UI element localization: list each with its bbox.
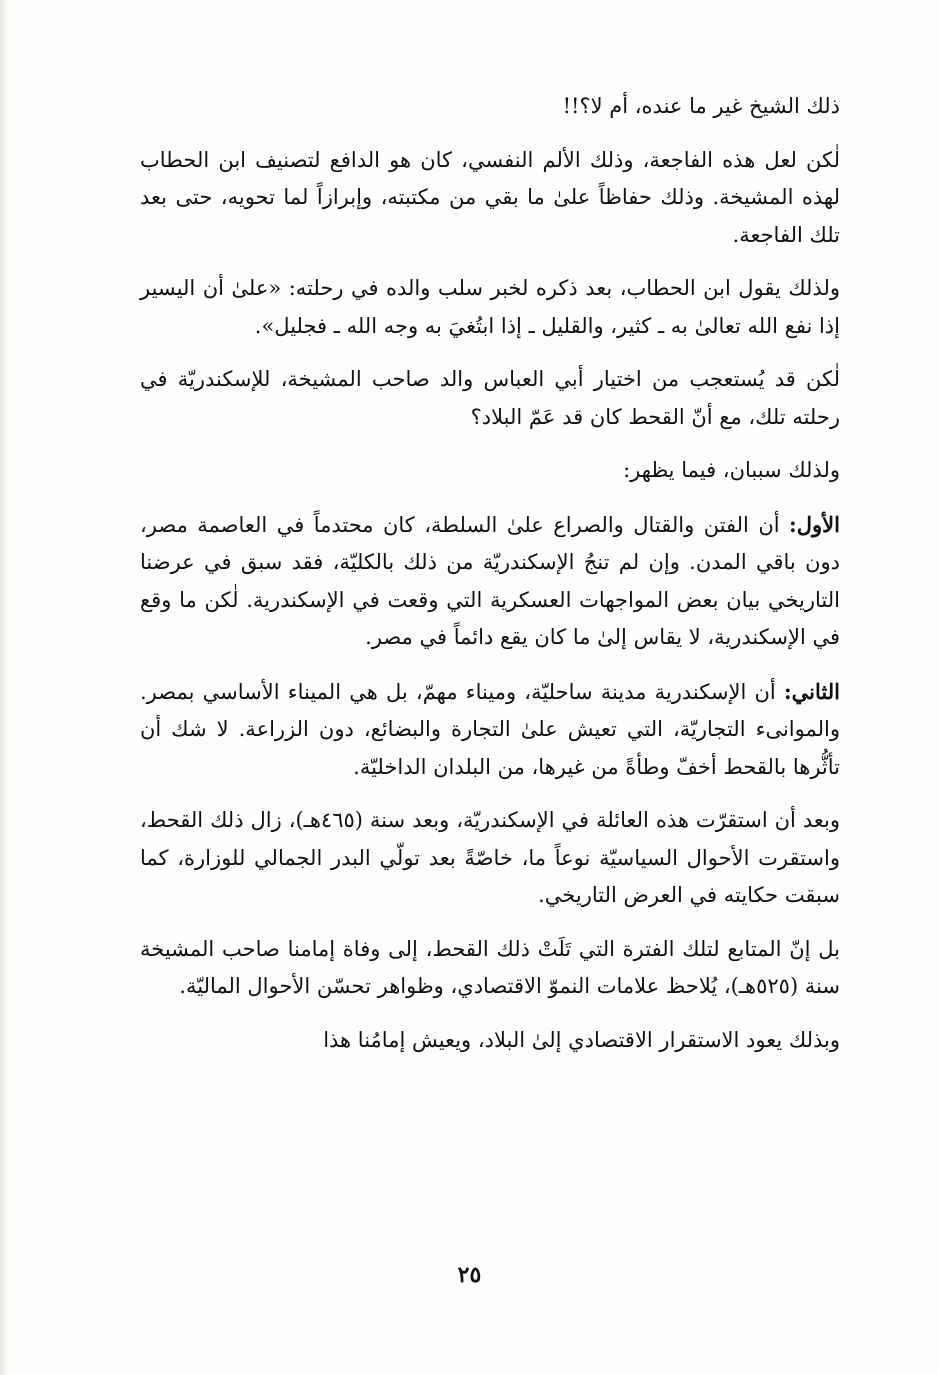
paragraph-8 — [140, 802, 840, 915]
paragraph-6 — [140, 506, 840, 657]
page-binding-shadow — [0, 0, 10, 1375]
paragraph-5 — [140, 452, 840, 490]
paragraph-7 — [140, 673, 840, 787]
paragraph-10 — [140, 1022, 840, 1060]
paragraph-10-text: وبذلك يعود الاستقرار الاقتصادي إلىٰ البلاد، ويعيش إمامُنا هذا — [323, 1027, 840, 1052]
paragraph-9-text: بل إنّ المتابع لتلك الفترة التي تَلَتْ ذلك القحط، إلى وفاة إمامنا صاحب المشيخة سنة (٥٢٥هـ)، يُلاحظ علامات النموّ الاقتصادي، وظواهر تحسّن الأحوال الماليّة. — [140, 936, 840, 998]
page-number: ٢٥ — [457, 1262, 482, 1288]
paragraph-8-text: وبعد أن استقرّت هذه العائلة في الإسكندريّة، وبعد سنة (٤٦٥هـ)، زال ذلك القحط، واستقرت الأحوال السياسيّة نوعاً ما، خاصّةً بعد تولّي البدر الجمالي للوزارة، كما سبقت حكايته في العرض التاريخي. — [140, 808, 841, 907]
paragraph-1 — [140, 88, 840, 126]
paragraph-6-lead: الأول: — [789, 511, 840, 537]
paragraph-6-text: أن الفتن والقتال والصراع علىٰ السلطة، كان محتدماً في العاصمة مصر، دون باقي المدن. وإن لم تنجُ الإسكندريّة من ذلك بالكليّة، فقد سبق في عرضنا التاريخي بيان بعض المواجهات العسكرية التي وقعت في الإسكندرية. لٰكن ما وقع في الإسكندرية، لا يقاس إلىٰ ما كان يقع دائماً في مصر. — [140, 512, 840, 649]
paragraph-4-text: لٰكن قد يُستعجب من اختيار أبي العباس والد صاحب المشيخة، للإسكندريّة في رحلته تلك، مع أنّ القحط كان قد عَمّ البلاد؟ — [140, 367, 840, 429]
paragraph-2-text: لٰكن لعل هذه الفاجعة، وذلك الألم النفسي، كان هو الدافع لتصنيف ابن الحطاب لهذه المشيخة. وذلك حفاظاً علىٰ ما بقي من مكتبته، وإبرازاً لما تحويه، حتى بعد تلك الفاجعة. — [140, 147, 840, 247]
paragraph-9 — [140, 931, 840, 1006]
paragraph-7-lead: الثاني: — [783, 678, 840, 704]
body-text — [140, 88, 840, 1075]
paragraph-2 — [140, 142, 840, 255]
paragraph-3 — [140, 270, 840, 345]
paragraph-7-text: أن الإسكندرية مدينة ساحليّة، وميناء مهمّ، بل هي الميناء الأساسي بمصر. والموانىء التجاريّة، التي تعيش علىٰ التجارة والبضائع، دون الزراعة. لا شك أن تأثُّرها بالقحط أخفّ وطأةً من غيرها، من البلدان الداخليّة. — [140, 679, 840, 779]
paragraph-1-text: ذلك الشيخ غير ما عنده، أم لا؟!! — [562, 94, 840, 118]
paragraph-4 — [140, 361, 840, 436]
paragraph-3-text: ولذلك يقول ابن الحطاب، بعد ذكره لخبر سلب والده في رحلته: «علىٰ أن اليسير إذا نفع الله تعالىٰ به ـ كثير، والقليل ـ إذا ابتُغيَ به وجه الله ـ فجليل». — [140, 276, 840, 338]
paragraph-5-text: ولذلك سببان، فيما يظهر: — [623, 458, 840, 482]
